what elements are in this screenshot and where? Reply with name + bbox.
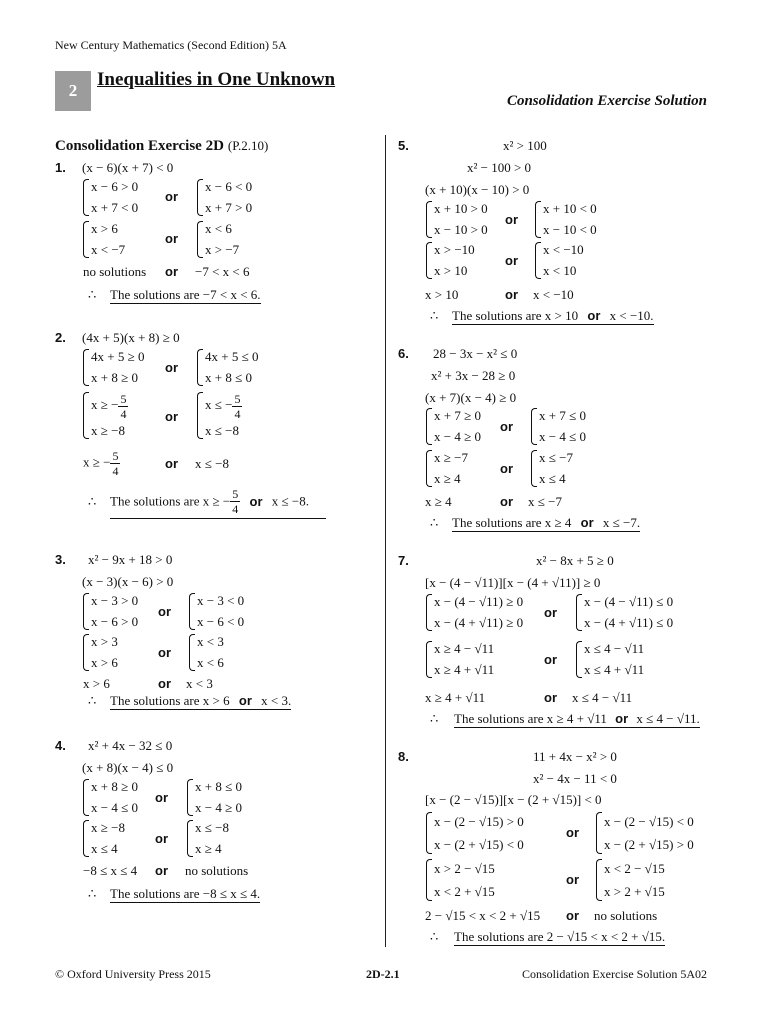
or-label: or [165,231,178,246]
problem-6-line-2: x² + 3x − 28 ≥ 0 [431,368,516,383]
problem-3-system-1-right: x − 3 < 0 x − 6 < 0 [189,591,244,632]
problem-4-number: 4. [55,738,66,753]
problem-8-system-1-left: x − (2 − √15) > 0 x − (2 + √15) < 0 [426,810,524,856]
problem-6-conclusion: The solutions are x ≥ 4 or x ≤ −7. [452,515,641,530]
problem-1-number: 1. [55,160,66,175]
problem-2-system-2-left: x ≥ − $\frac{5}{4}$ x ≥ −8 [83,390,128,441]
problem-3-number: 3. [55,552,66,567]
problem-8-number: 8. [398,749,409,764]
or-label: or [500,419,513,434]
or-label: or [165,409,178,424]
fraction: $\frac{5}{4}$ [120,391,127,421]
problem-6-result-left: x ≥ 4 [425,494,452,509]
problem-1-system-1-right: x − 6 < 0 x + 7 > 0 [197,177,252,218]
therefore-symbol: ∴ [88,886,97,901]
problem-8-factored: [x − (2 − √15)][x − (2 + √15)] < 0 [425,792,602,807]
problem-7-system-1-right: x − (4 − √11) ≤ 0 x − (4 + √11) ≤ 0 [576,592,673,633]
or-label: or [155,863,168,878]
problem-2-system-1-right: 4x + 5 ≤ 0 x + 8 ≤ 0 [197,347,258,388]
chapter-title: Inequalities in One Unknown [97,69,336,90]
therefore-symbol: ∴ [88,693,97,708]
chapter-number-box: 2 [55,71,91,111]
or-label: or [158,604,171,619]
problem-1-system-1-left: x − 6 > 0 x + 7 < 0 [83,177,138,218]
problem-2-system-1-left: 4x + 5 ≥ 0 x + 8 ≥ 0 [83,347,144,388]
problem-8-line-2: x² − 4x − 11 < 0 [533,771,617,786]
problem-2-conclusion: The solutions are x ≥ − $\frac{5}{4}$ or x ≤ −8. [110,487,326,519]
problem-8-line-1: 11 + 4x − x² > 0 [533,749,617,764]
problem-6-number: 6. [398,346,409,361]
problem-6-factored: (x + 7)(x − 4) ≥ 0 [425,390,517,405]
problem-6-result-right: x ≤ −7 [528,494,562,509]
or-label: or [165,264,178,279]
section-heading [55,137,268,155]
problem-5-number: 5. [398,138,409,153]
problem-7-number: 7. [398,553,409,568]
or-label: or [158,676,171,691]
footer-page-number: 2D-2.1 [366,967,400,981]
problem-4-system-1-left: x + 8 ≥ 0 x − 4 ≤ 0 [83,777,138,818]
or-label: or [544,605,557,620]
fraction: $\frac{5}{4}$ [234,391,241,421]
problem-4-result-left: −8 ≤ x ≤ 4 [83,863,138,878]
problem-5-result-left: x > 10 [425,287,459,302]
or-label: or [158,645,171,660]
problem-4-conclusion: The solutions are −8 ≤ x ≤ 4. [110,886,261,901]
or-label: or [500,494,513,509]
problem-2-result-left: x ≥ − $\frac{5}{4}$ [83,449,119,478]
problem-7-result-left: x ≥ 4 + √11 [425,690,486,705]
or-label: or [544,652,557,667]
problem-4-system-1-right: x + 8 ≤ 0 x − 4 ≥ 0 [187,777,242,818]
or-label: or [155,790,168,805]
problem-3-conclusion: The solutions are x > 6 or x < 3. [110,693,292,708]
problem-5-system-1-right: x + 10 < 0 x − 10 < 0 [535,199,597,240]
problem-3-system-2-left: x > 3 x > 6 [83,632,118,673]
problem-4-system-2-left: x ≥ −8 x ≤ 4 [83,818,125,859]
problem-5-system-2-right: x < −10 x < 10 [535,240,584,281]
section-title: Consolidation Exercise 2D [55,138,224,154]
problem-3-result-right: x < 3 [186,676,213,691]
or-label: or [566,872,579,887]
problem-7-system-1-left: x − (4 − √11) ≥ 0 x − (4 + √11) ≥ 0 [426,592,523,633]
problem-8-system-2-right: x < 2 − √15 x > 2 + √15 [596,857,665,903]
problem-8-system-1-right: x − (2 − √15) < 0 x − (2 + √15) > 0 [596,810,694,856]
therefore-symbol: ∴ [88,494,97,509]
problem-7-factored: [x − (4 − √11)][x − (4 + √11)] ≥ 0 [425,575,601,590]
problem-7-conclusion: The solutions are x ≥ 4 + √11 or x ≤ 4 − √11. [454,711,700,726]
problem-6-system-2-right: x ≤ −7 x ≤ 4 [531,448,573,489]
problem-6-system-2-left: x ≥ −7 x ≥ 4 [426,448,468,489]
column-divider [385,135,386,947]
or-label: or [165,360,178,375]
problem-8-result-left: 2 − √15 < x < 2 + √15 [425,908,541,923]
problem-8-result-right: no solutions [594,908,658,923]
problem-8-system-2-left: x > 2 − √15 x < 2 + √15 [426,857,495,903]
problem-1-result-left: no solutions [83,264,147,279]
problem-7-system-2-right: x ≤ 4 − √11 x ≤ 4 + √11 [576,639,644,680]
problem-1-system-2-left: x > 6 x < −7 [83,219,125,260]
or-label: or [500,461,513,476]
problem-7-system-2-left: x ≥ 4 − √11 x ≥ 4 + √11 [426,639,494,680]
problem-6-line-1: 28 − 3x − x² ≤ 0 [433,346,518,361]
problem-3-factored: (x − 3)(x − 6) > 0 [82,574,174,589]
problem-5-line-1: x² > 100 [503,138,547,153]
problem-1-system-2-right: x < 6 x > −7 [197,219,239,260]
problem-2-expression: (4x + 5)(x + 8) ≥ 0 [82,330,180,345]
problem-3-system-2-right: x < 3 x < 6 [189,632,224,673]
problem-2-number: 2. [55,330,66,345]
problem-3-system-1-left: x − 3 > 0 x − 6 > 0 [83,591,138,632]
fraction: $\frac{5}{4}$ [232,487,239,516]
problem-1-expression: (x − 6)(x + 7) < 0 [82,160,174,175]
problem-5-conclusion: The solutions are x > 10 or x < −10. [452,308,654,323]
problem-5-system-1-left: x + 10 > 0 x − 10 > 0 [426,199,488,240]
therefore-symbol: ∴ [430,515,439,530]
problem-4-factored: (x + 8)(x − 4) ≤ 0 [82,760,174,775]
or-label: or [155,831,168,846]
problem-3-expression: x² − 9x + 18 > 0 [88,552,173,567]
problem-1-conclusion: The solutions are −7 < x < 6. [110,287,261,302]
problem-5-line-2: x² − 100 > 0 [467,160,532,175]
fraction: $\frac{5}{4}$ [112,449,119,478]
problem-3-result-left: x > 6 [83,676,110,691]
or-label: or [165,189,178,204]
or-label: or [505,287,518,302]
problem-4-expression: x² + 4x − 32 ≤ 0 [88,738,173,753]
therefore-symbol: ∴ [88,287,97,302]
problem-5-factored: (x + 10)(x − 10) > 0 [425,182,530,197]
problem-1-result-right: −7 < x < 6 [195,264,250,279]
therefore-symbol: ∴ [430,929,439,944]
or-label: or [165,456,178,471]
problem-5-result-right: x < −10 [533,287,574,302]
section-page-ref: (P.2.10) [227,138,269,153]
or-label: or [505,253,518,268]
problem-2-result-right: x ≤ −8 [195,456,229,471]
or-label: or [566,825,579,840]
problem-6-system-1-left: x + 7 ≥ 0 x − 4 ≥ 0 [426,406,481,447]
footer-document-name: Consolidation Exercise Solution 5A02 [522,967,707,981]
problem-7-line-1: x² − 8x + 5 ≥ 0 [536,553,614,568]
or-label: or [566,908,579,923]
problem-7-result-right: x ≤ 4 − √11 [572,690,633,705]
problem-5-system-2-left: x > −10 x > 10 [426,240,475,281]
therefore-symbol: ∴ [430,711,439,726]
problem-8-conclusion: The solutions are 2 − √15 < x < 2 + √15. [454,929,666,944]
footer-copyright: © Oxford University Press 2015 [55,967,211,981]
or-label: or [505,212,518,227]
page-subtitle: Consolidation Exercise Solution [506,93,707,109]
therefore-symbol: ∴ [430,308,439,323]
book-title: New Century Mathematics (Second Edition) 5A [55,38,287,52]
or-label: or [544,690,557,705]
problem-4-system-2-right: x ≤ −8 x ≥ 4 [187,818,229,859]
problem-4-result-right: no solutions [185,863,249,878]
problem-6-system-1-right: x + 7 ≤ 0 x − 4 ≤ 0 [531,406,586,447]
problem-2-system-2-right: x ≤ − $\frac{5}{4}$ x ≤ −8 [197,390,242,441]
